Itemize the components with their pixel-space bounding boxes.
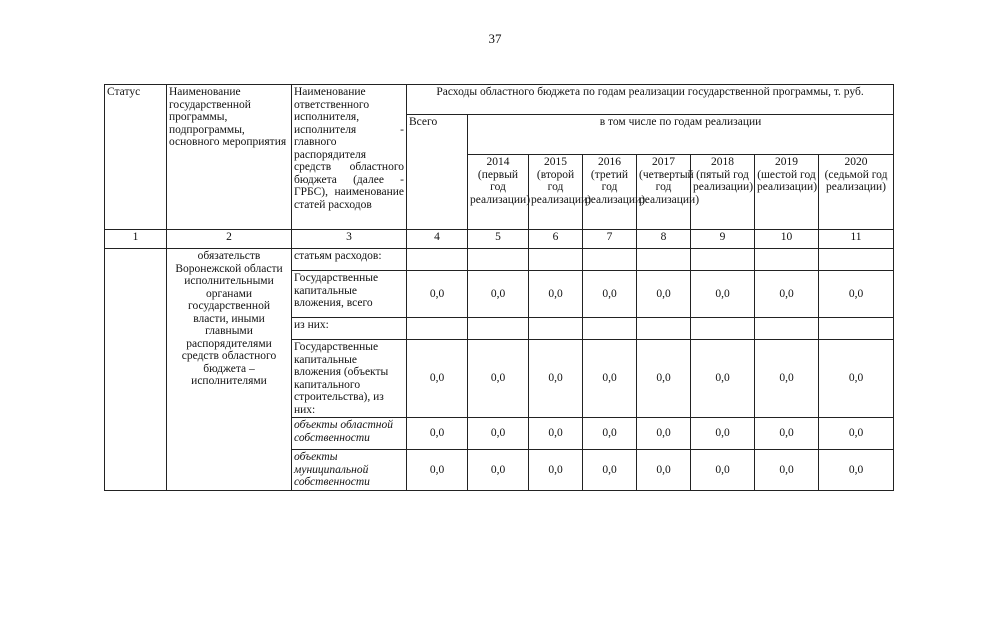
- value-cell: 0,0: [819, 340, 894, 418]
- value-cell: 0,0: [691, 271, 755, 318]
- header-year-2014: 2014 (первый год реализации): [468, 155, 529, 230]
- executor-description: обязательств Воронежской области исполнительными органами государственной власти, иными главными распорядителями средств областного бюджета – исполнителями: [167, 249, 292, 491]
- header-year-2018: 2018 (пятый год реализации): [691, 155, 755, 230]
- value-cell: 0,0: [468, 418, 529, 450]
- column-number: 10: [755, 230, 819, 249]
- value-cell: 0,0: [755, 418, 819, 450]
- value-cell: 0,0: [755, 450, 819, 491]
- value-cell: 0,0: [407, 450, 468, 491]
- status-cell: [105, 249, 167, 491]
- header-year-2015: 2015 (второй год реализации): [529, 155, 583, 230]
- header-program-name: Наименование государственной программы, подпрограммы, основного мероприятия: [167, 85, 292, 230]
- header-year-2019: 2019 (шестой год реализации): [755, 155, 819, 230]
- value-cell: 0,0: [583, 450, 637, 491]
- value-cell: 0,0: [755, 340, 819, 418]
- header-year-2016: 2016 (третий год реализации): [583, 155, 637, 230]
- value-cell: 0,0: [637, 450, 691, 491]
- value-cell: 0,0: [637, 418, 691, 450]
- page-number: 37: [488, 31, 502, 46]
- value-cell: 0,0: [529, 271, 583, 318]
- table-row: [105, 249, 894, 271]
- column-number: 5: [468, 230, 529, 249]
- row-label: объекты муниципальной собственности: [292, 450, 407, 491]
- row-label: статьям расходов:: [292, 249, 407, 271]
- budget-table: [104, 84, 894, 491]
- column-number: 4: [407, 230, 468, 249]
- value-cell: 0,0: [407, 271, 468, 318]
- value-cell: 0,0: [407, 340, 468, 418]
- column-number: 7: [583, 230, 637, 249]
- header-year-2020: 2020 (седьмой год реализации): [819, 155, 894, 230]
- value-cell: 0,0: [819, 450, 894, 491]
- value-cell: 0,0: [819, 271, 894, 318]
- value-cell: 0,0: [468, 450, 529, 491]
- value-cell: 0,0: [819, 418, 894, 450]
- header-expenses-title: Расходы областного бюджета по годам реализации государственной программы, т. руб.: [407, 85, 894, 115]
- value-cell: 0,0: [755, 271, 819, 318]
- value-cell: 0,0: [637, 271, 691, 318]
- header-executor-name: Наименование ответственного исполнителя, исполнителя - главного распорядителя средств областного бюджета (далее - ГРБС), наименование статей расходов: [292, 85, 407, 230]
- value-cell: 0,0: [583, 340, 637, 418]
- header-by-years: в том числе по годам реализации: [468, 115, 894, 155]
- row-label: из них:: [292, 318, 407, 340]
- column-number: 2: [167, 230, 292, 249]
- value-cell: 0,0: [407, 418, 468, 450]
- value-cell: 0,0: [529, 340, 583, 418]
- row-label: Государственные капитальные вложения (объекты капитального строительства), из них:: [292, 340, 407, 418]
- column-number: 3: [292, 230, 407, 249]
- value-cell: 0,0: [529, 450, 583, 491]
- value-cell: 0,0: [468, 340, 529, 418]
- header-year-2017: 2017 (четвертый год реализации): [637, 155, 691, 230]
- row-label: Государственные капитальные вложения, всего: [292, 271, 407, 318]
- value-cell: 0,0: [691, 450, 755, 491]
- column-number: 11: [819, 230, 894, 249]
- value-cell: 0,0: [529, 418, 583, 450]
- column-number: 1: [105, 230, 167, 249]
- value-cell: 0,0: [691, 340, 755, 418]
- row-label: объекты областной собственности: [292, 418, 407, 450]
- column-number: 9: [691, 230, 755, 249]
- value-cell: 0,0: [468, 271, 529, 318]
- column-number: 8: [637, 230, 691, 249]
- header-status: Статус: [105, 85, 167, 230]
- value-cell: 0,0: [583, 271, 637, 318]
- value-cell: 0,0: [691, 418, 755, 450]
- header-total: Всего: [407, 115, 468, 230]
- column-number-row: [105, 230, 894, 249]
- value-cell: 0,0: [637, 340, 691, 418]
- value-cell: 0,0: [583, 418, 637, 450]
- column-number: 6: [529, 230, 583, 249]
